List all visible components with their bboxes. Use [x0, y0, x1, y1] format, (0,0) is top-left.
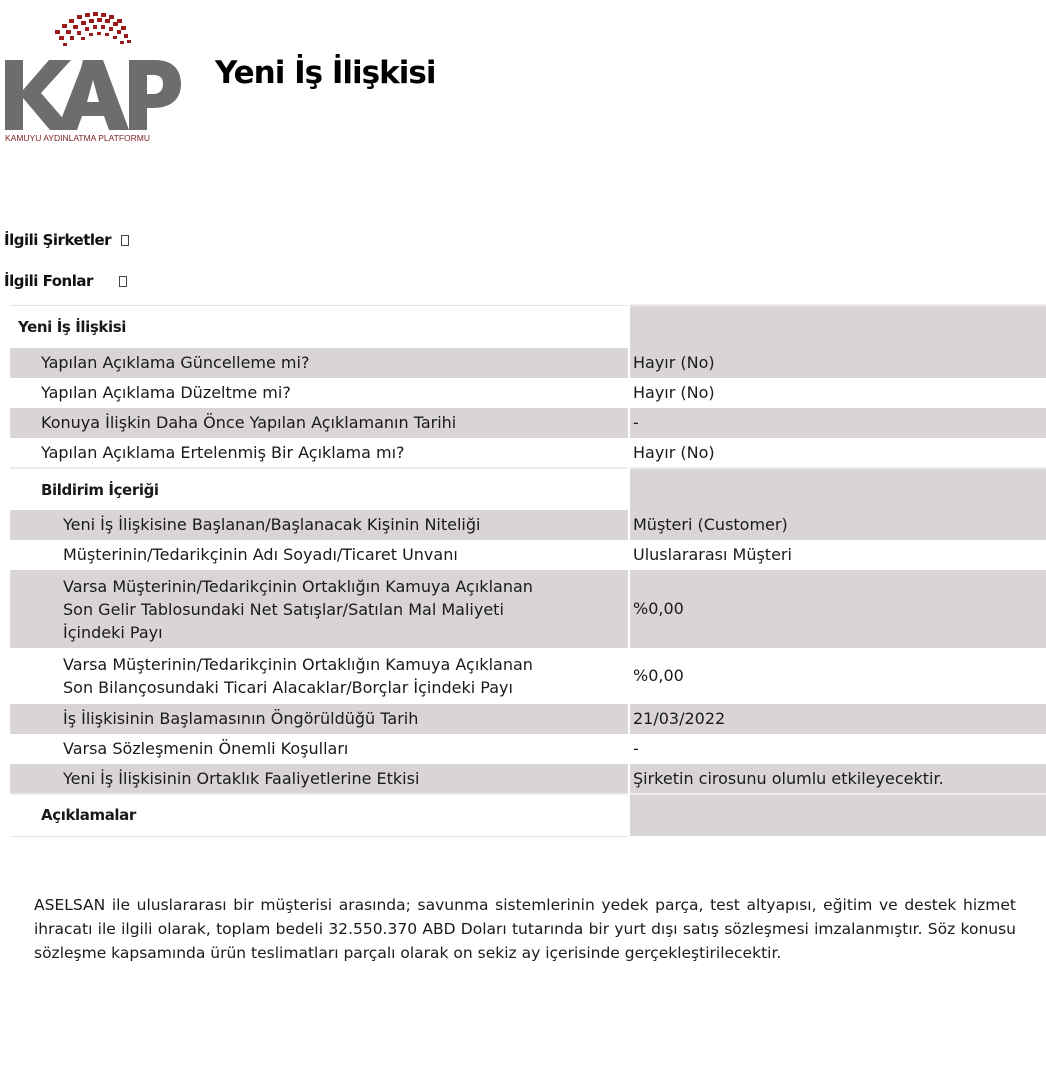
related-companies-label: İlgili Şirketler	[4, 231, 112, 249]
notes-value-cell	[629, 794, 1046, 836]
row-label: Yeni İş İlişkisine Başlanan/Başlanacak Kişinin Niteliği	[10, 510, 629, 540]
row-value: Müşteri (Customer)	[629, 510, 1046, 540]
row-label: Müşterinin/Tedarikçinin Adı Soyadı/Ticaret Unvanı	[10, 540, 629, 570]
section-title: Yeni İş İlişkisi	[10, 305, 629, 348]
logo-subtitle: KAMUYU AYDINLATMA PLATFORMU	[5, 133, 150, 143]
table-row	[10, 704, 1046, 734]
subsection-header-row	[10, 468, 1046, 510]
row-value: Hayır (No)	[629, 378, 1046, 408]
section-header-row	[10, 305, 1046, 348]
table-row	[10, 764, 1046, 794]
table-row	[10, 438, 1046, 468]
row-value: %0,00	[629, 570, 1046, 648]
table-row	[10, 570, 1046, 648]
table-row	[10, 348, 1046, 378]
notes-header-row	[10, 794, 1046, 836]
row-value: 21/03/2022	[629, 704, 1046, 734]
row-value: Hayır (No)	[629, 348, 1046, 378]
row-label: Yapılan Açıklama Güncelleme mi?	[10, 348, 629, 378]
notes-title: Açıklamalar	[10, 794, 629, 836]
row-label: Konuya İlişkin Daha Önce Yapılan Açıklamanın Tarihi	[10, 408, 629, 438]
row-label: Yapılan Açıklama Düzeltme mi?	[10, 378, 629, 408]
page-title: Yeni İş İlişkisi	[215, 55, 436, 91]
related-funds-toggle[interactable]	[4, 272, 127, 290]
table-row	[10, 540, 1046, 570]
row-label: İş İlişkisinin Başlamasının Öngörüldüğü Tarih	[10, 704, 629, 734]
expand-icon[interactable]	[119, 276, 127, 287]
row-label: Varsa Müşterinin/Tedarikçinin Ortaklığın Kamuya Açıklanan Son Bilançosundaki Ticari Alacaklar/Borçlar İçindeki Payı	[10, 648, 629, 704]
table-row	[10, 408, 1046, 438]
table-row	[10, 734, 1046, 764]
row-label: Varsa Müşterinin/Tedarikçinin Ortaklığın Kamuya Açıklanan Son Gelir Tablosundaki Net Satışlar/Satılan Mal Maliyeti İçindeki Payı	[10, 570, 629, 648]
table-row	[10, 510, 1046, 540]
row-value: Uluslararası Müşteri	[629, 540, 1046, 570]
kap-logo[interactable]	[3, 8, 183, 148]
kap-logo-graphic	[3, 8, 183, 133]
explanation-text: ASELSAN ile uluslararası bir müşterisi arasında; savunma sistemlerinin yedek parça, test altyapısı, eğitim ve destek hizmet ihracatı ile ilgili olarak, toplam bedeli 32.550.370 ABD Doları tutarında bir yurt dışı satış sözleşmesi imzalanmıştır. Söz konusu sözleşme kapsamında ürün teslimatları parçalı olarak on sekiz ay içerisinde gerçekleştirilecektir.	[34, 896, 1016, 962]
row-label: Yeni İş İlişkisinin Ortaklık Faaliyetlerine Etkisi	[10, 764, 629, 794]
subsection-title: Bildirim İçeriği	[10, 468, 629, 510]
table-row	[10, 378, 1046, 408]
row-label: Varsa Sözleşmenin Önemli Koşulları	[10, 734, 629, 764]
expand-icon[interactable]	[121, 235, 129, 246]
subsection-value-cell	[629, 468, 1046, 510]
row-value: Şirketin cirosunu olumlu etkileyecektir.	[629, 764, 1046, 794]
row-value: -	[629, 408, 1046, 438]
related-companies-toggle[interactable]	[4, 231, 129, 249]
row-label: Yapılan Açıklama Ertelenmiş Bir Açıklama mı?	[10, 438, 629, 468]
disclosure-table	[10, 304, 1046, 837]
row-value: -	[629, 734, 1046, 764]
related-funds-label: İlgili Fonlar	[4, 272, 93, 290]
row-value: Hayır (No)	[629, 438, 1046, 468]
table-row	[10, 648, 1046, 704]
page-header	[0, 0, 1046, 160]
section-value-cell	[629, 305, 1046, 348]
row-value: %0,00	[629, 648, 1046, 704]
